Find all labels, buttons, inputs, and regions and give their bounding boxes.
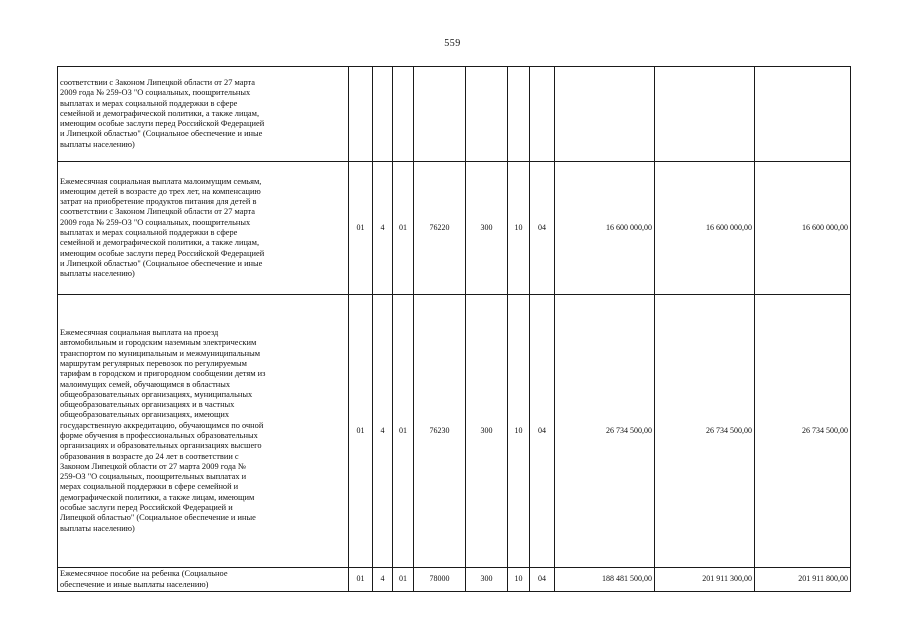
code-section: 10 <box>508 295 530 568</box>
amount-year-1 <box>555 67 655 162</box>
amount-year-2: 16 600 000,00 <box>655 162 755 295</box>
code-direction: 76220 <box>414 162 466 295</box>
row-description: Ежемесячная социальная выплата малоимущим семьям, имеющим детей в возрасте до трех лет, на компенсацию затрат на приобретение продуктов питания для детей в соответствии с Законом Липецкой области от 27 марта 2009 года № 259-ОЗ "О социальных, поощрительных выплатах и мерах социальной поддержки в сфере семейной и демографической политики, а также лицам, имеющим особые заслуги перед Российской Федерацией и Липецкой областью" (Социальное обеспечение и иные выплаты населению) <box>58 162 349 295</box>
code-expense-type: 300 <box>466 568 508 592</box>
code-subsection <box>530 67 555 162</box>
amount-year-2 <box>655 67 755 162</box>
code-section: 10 <box>508 568 530 592</box>
code-type: 4 <box>373 162 393 295</box>
budget-table <box>57 66 851 592</box>
code-type: 4 <box>373 568 393 592</box>
code-expense-type: 300 <box>466 295 508 568</box>
amount-year-3: 26 734 500,00 <box>755 295 851 568</box>
code-type <box>373 67 393 162</box>
code-subsection: 04 <box>530 568 555 592</box>
row-description: соответствии с Законом Липецкой области от 27 марта 2009 года № 259-ОЗ "О социальных, поощрительных выплатах и мерах социальной поддержки в сфере семейной и демографической политики, а также лицам, имеющим особые заслуги перед Российской Федерацией и Липецкой областью" (Социальное обеспечение и иные выплаты населению) <box>58 67 349 162</box>
code-program <box>349 67 373 162</box>
code-subsection: 04 <box>530 295 555 568</box>
table-row <box>58 162 851 295</box>
code-type: 4 <box>373 295 393 568</box>
code-main-event: 01 <box>393 568 414 592</box>
amount-year-2: 201 911 300,00 <box>655 568 755 592</box>
amount-year-3: 201 911 800,00 <box>755 568 851 592</box>
code-direction: 76230 <box>414 295 466 568</box>
code-direction <box>414 67 466 162</box>
amount-year-1: 188 481 500,00 <box>555 568 655 592</box>
table-row <box>58 568 851 592</box>
page-number: 559 <box>444 38 461 49</box>
code-section <box>508 67 530 162</box>
code-section: 10 <box>508 162 530 295</box>
code-direction: 78000 <box>414 568 466 592</box>
code-expense-type <box>466 67 508 162</box>
amount-year-1: 16 600 000,00 <box>555 162 655 295</box>
code-subsection: 04 <box>530 162 555 295</box>
code-main-event: 01 <box>393 162 414 295</box>
row-description: Ежемесячное пособие на ребенка (Социальное обеспечение и иные выплаты населению) <box>58 568 349 592</box>
row-description: Ежемесячная социальная выплата на проезд автомобильным и городским наземным электрическим транспортом по муниципальным и межмуниципальным маршрутам регулярных перевозок по регулируемым тарифам в городском и пригородном сообщении детям из малоимущих семей, обучающимся в областных общеобразовательных организациях, муниципальных общеобразовательных организациях и в частных общеобразовательных организациях, имеющих государственную аккредитацию, обучающимся по очной форме обучения в профессиональных образовательных организациях и образовательных организациях высшего образования в возрасте до 24 лет в соответствии с Законом Липецкой области от 27 марта 2009 года № 259-ОЗ "О социальных, поощрительных выплатах и мерах социальной поддержки в сфере семейной и демографической политики, а также лицам, имеющим особые заслуги перед Российской Федерацией и Липецкой областью" (Социальное обеспечение и иные выплаты населению) <box>58 295 349 568</box>
amount-year-3 <box>755 67 851 162</box>
code-expense-type: 300 <box>466 162 508 295</box>
code-main-event: 01 <box>393 295 414 568</box>
amount-year-3: 16 600 000,00 <box>755 162 851 295</box>
table-row <box>58 67 851 162</box>
code-program: 01 <box>349 295 373 568</box>
amount-year-2: 26 734 500,00 <box>655 295 755 568</box>
code-main-event <box>393 67 414 162</box>
table-row <box>58 295 851 568</box>
code-program: 01 <box>349 568 373 592</box>
amount-year-1: 26 734 500,00 <box>555 295 655 568</box>
code-program: 01 <box>349 162 373 295</box>
